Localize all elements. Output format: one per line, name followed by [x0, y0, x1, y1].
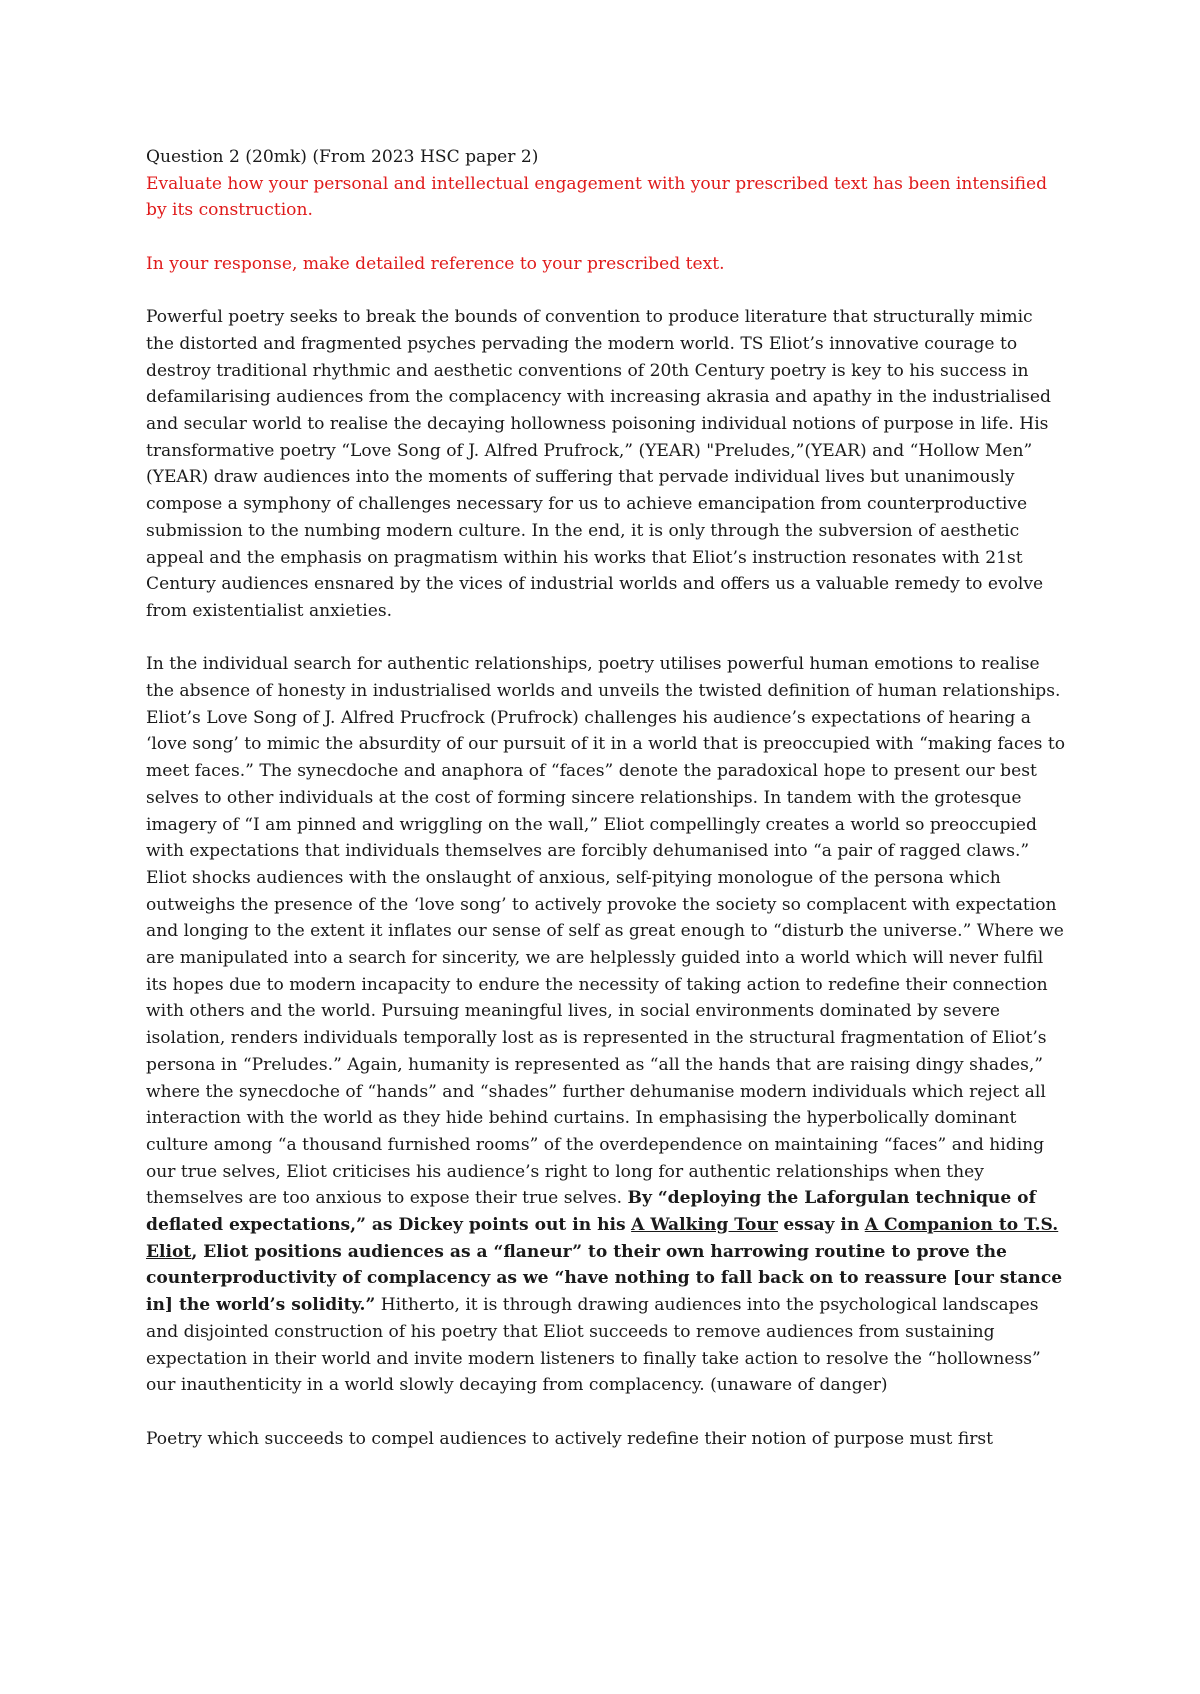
- essay-introduction: Powerful poetry seeks to break the bounds of convention to produce literature that structurally mimic the distorted and fragmented psyches pervading the modern world. TS Eliot’s innovative courage to destroy traditional rhythmic and aesthetic conventions of 20th Century poetry is key to his success in defamilarising audiences from the complacency with increasing akrasia and apathy in the industrialised and secular world to realise the decaying hollowness poisoning individual notions of purpose in life. His transformative poetry “Love Song of J. Alfred Prufrock,” (YEAR) "Preludes,”(YEAR) and “Hollow Men” (YEAR) draw audiences into the moments of suffering that pervade individual lives but unanimously compose a symphony of challenges necessary for us to achieve emancipation from counterproductive submission to the numbing modern culture. In the end, it is only through the subversion of aesthetic appeal and the emphasis on pragmatism within his works that Eliot’s instruction resonates with 21st Century audiences ensnared by the vices of industrial worlds and offers us a valuable remedy to evolve from existentialist anxieties.: [146, 307, 1051, 621]
- underlined-title-companion: A Companion to T.S. Eliot: [146, 1215, 1059, 1262]
- bold-quote-a: By “deploying the Laforgulan technique of deflated expectations,” as Dickey points out in his: [146, 1188, 1036, 1236]
- spacer: [146, 224, 1066, 251]
- essay-body-paragraph-2-start: Poetry which succeeds to compel audiences to actively redefine their notion of purpose must first: [146, 1428, 994, 1449]
- spacer: [146, 625, 1066, 652]
- question-prompt: Evaluate how your personal and intellectual engagement with your prescribed text has been intensified by its construction.: [146, 173, 1048, 221]
- spacer: [146, 1399, 1066, 1426]
- bold-quote-b: essay in: [783, 1215, 860, 1236]
- bold-quote-c: , Eliot positions audiences as a “flaneur” to their own harrowing routine to prove the counterproductivity of complacency as we “have nothing to fall back on to reassure [our stance in] the world’s solidity.”: [146, 1241, 1063, 1316]
- body1-text-part1: In the individual search for authentic relationships, poetry utilises powerful human emotions to realise the absence of honesty in industrialised worlds and unveils the twisted definition of human relationships. Eliot’s Love Song of J. Alfred Prucfrock (Prufrock) challenges his audience’s expectations of hearing a ‘love song’ to mimic the absurdity of our pursuit of it in a world that is preoccupied with “making faces to meet faces.” The synecdoche and anaphora of “faces” denote the paradoxical hope to present our best selves to other individuals at the cost of forming sincere relationships. In tandem with the grotesque imagery of “I am pinned and wriggling on the wall,” Eliot compellingly creates a world so preoccupied with expectations that individuals themselves are forcibly dehumanised into “a pair of ragged claws.” Eliot shocks audiences with the onslaught of anxious, self-pitying monologue of the persona which outweighs the presence of the ‘love song’ to actively provoke the society so complacent with expectation and longing to the extent it inflates our sense of self as great enough to “disturb the universe.” Where we are manipulated into a search for sincerity, we are helplessly guided into a world which will never fulfil its hopes due to modern incapacity to endure the necessity of taking action to redefine their connection with others and the world. Pursuing meaningful lives, in social environments dominated by severe isolation, renders individuals temporally lost as is represented in the structural fragmentation of Eliot’s persona in “Preludes.” Again, humanity is represented as “all the hands that are raising dingy shades,” where the synecdoche of “hands” and “shades” further dehumanise modern individuals which reject all interaction with the world as they hide behind curtains. In emphasising the hyperbolically dominant culture among “a thousand furnished rooms” of the overdependence on maintaining “faces” and hiding our true selves, Eliot criticises his audience’s right to long for authentic relationships when they themselves are too anxious to expose their true selves.: [146, 654, 1065, 1209]
- question-heading: Question 2 (20mk) (From 2023 HSC paper 2): [146, 147, 539, 167]
- document-page: [146, 144, 1066, 1452]
- essay-body-paragraph-1: [146, 651, 1066, 1399]
- underlined-title-walking-tour: A Walking Tour: [631, 1215, 778, 1236]
- question-instruction: In your response, make detailed reference to your prescribed text.: [146, 253, 725, 274]
- spacer: [146, 278, 1066, 305]
- body1-text-part2: Hitherto, it is through drawing audiences into the psychological landscapes and disjointed construction of his poetry that Eliot succeeds to remove audiences from sustaining expectation in their world and invite modern listeners to finally take action to resolve the “hollowness” our inauthenticity in a world slowly decaying from complacency. (unaware of danger): [146, 1295, 1041, 1396]
